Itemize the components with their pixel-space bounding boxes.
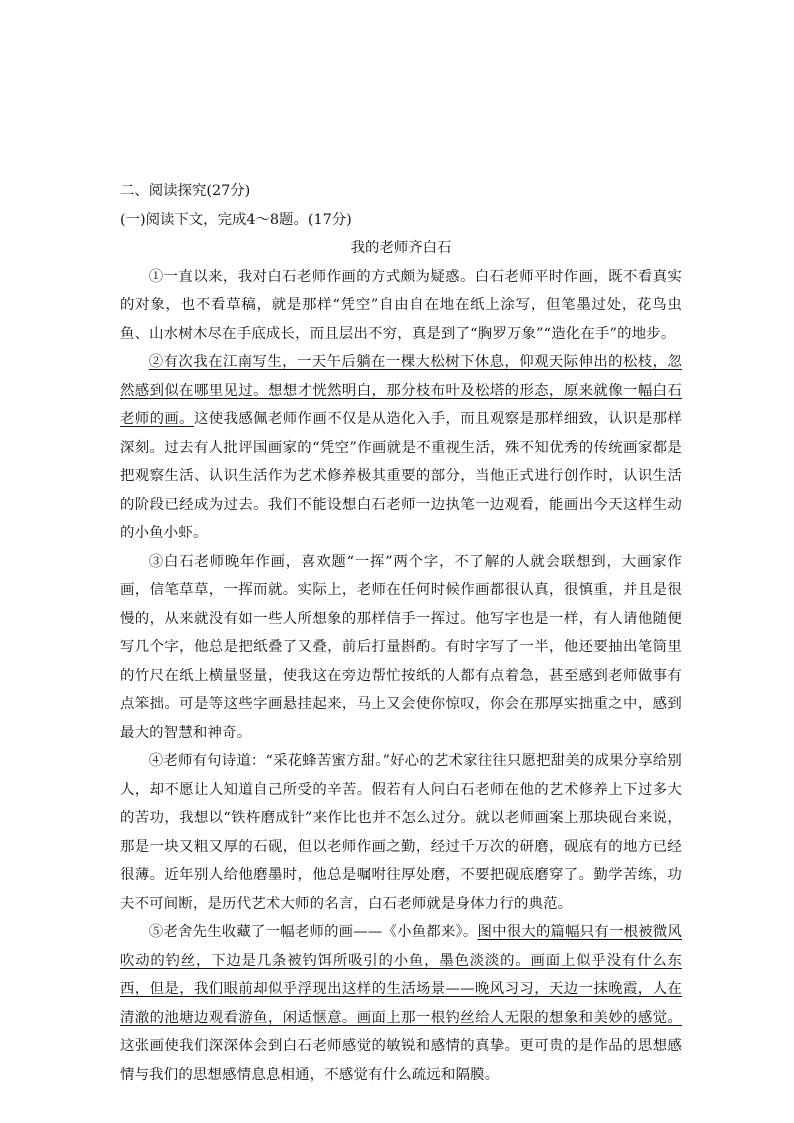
paragraph-2 bbox=[120, 348, 682, 548]
question-instructions: (一)阅读下文，完成4～8题。(17分) bbox=[120, 211, 352, 228]
paragraph-5-intro: ⑤老舍先生收藏了一幅老师的画——《小鱼都来》。 bbox=[148, 924, 478, 940]
paragraph-5-rest: 这张画使我们深深体会到白石老师感觉的敏锐和感情的真挚。更可贵的是作品的思想感情与我们的思想感情息息相通，不感觉有什么疏远和隔膜。 bbox=[120, 1038, 682, 1083]
paragraph-5 bbox=[120, 918, 682, 1089]
article-title: 我的老师齐白石 bbox=[350, 240, 452, 256]
section-heading: 二、阅读探究(27分) bbox=[120, 183, 251, 199]
paragraph-1: ①一直以来，我对白石老师作画的方式颇为疑惑。白石老师平时作画，既不看真实的对象，也不看草稿，就是那样“凭空”自由自在地在纸上涂写，但笔墨过处，花鸟虫鱼、山水树木尽在手底成长，而且层出不穷，真是到了“胸罗万象”“造化在手”的地步。 bbox=[120, 268, 682, 342]
paragraph-3: ③白石老师晚年作画，喜欢题“一挥”两个字，不了解的人就会联想到，大画家作画，信笔草草，一挥而就。实际上，老师在任何时候作画都很认真，很慎重，并且是很慢的，从来就没有如一些人所想象的那样信手一挥过。他写字也是一样，有人请他随便写几个字，他总是把纸叠了又叠，前后打量斟酌。有时字写了一半，他还要抽出笔筒里的竹尺在纸上横量竖量，使我这在旁边帮忙按纸的人都有点着急，甚至感到老师做事有点笨拙。可是等这些字画悬挂起来，马上又会使你惊叹，你会在那厚实拙重之中，感到最大的智慧和神奇。 bbox=[120, 553, 682, 741]
paragraph-2-underlined-sentence: ②有次我在江南写生，一天午后躺在一棵大松树下休息，仰观天际伸出的松枝，忽然感到似在哪里见过。想想才恍然明白，那分枝布叶及松塔的形态，原来就像一幅白石老师的画。 bbox=[120, 354, 682, 427]
paragraph-2-rest: 这使我感佩老师作画不仅是从造化入手，而且观察是那样细致，认识是那样深刻。过去有人批评国画家的“凭空”作画就是不重视生活，殊不知优秀的传统画家都是把观察生活、认识生活作为艺术修养极其重要的部分，当他正式进行创作时，认识生活的阶段已经成为过去。我们不能设想白石老师一边执笔一边观看，能画出今天这样生动的小鱼小虾。 bbox=[120, 411, 682, 541]
paragraph-4: ④老师有句诗道：“采花蜂苦蜜方甜。”好心的艺术家往往只愿把甜美的成果分享给别人，却不愿让人知道自己所受的辛苦。假若有人问白石老师在他的艺术修养上下过多大的苦功，我想以“铁杵磨成针”来作比也并不怎么过分。就以老师画案上那块砚台来说，那是一块又粗又厚的石砚，但以老师作画之勤，经过千万次的研磨，砚底有的地方已经很薄。近年别人给他磨墨时，他总是嘱咐往厚处磨，不要把砚底磨穿了。勤学苦练，功夫不可间断，是历代艺术大师的名言，白石老师就是身体力行的典范。 bbox=[120, 753, 682, 912]
paragraph-5-underlined-passage: 图中很大的篇幅只有一根被微风吹动的钓丝，下边是几条被钓饵所吸引的小鱼，墨色淡淡的。画面上似乎没有什么东西，但是，我们眼前却似乎浮现出这样的生活场景——晚风习习，天边一抹晚霞，人在清澈的池塘边观看游鱼，闲适惬意。画面上那一根钓丝给人无限的想象和美妙的感觉。 bbox=[120, 924, 682, 1026]
document-page bbox=[120, 177, 682, 1089]
